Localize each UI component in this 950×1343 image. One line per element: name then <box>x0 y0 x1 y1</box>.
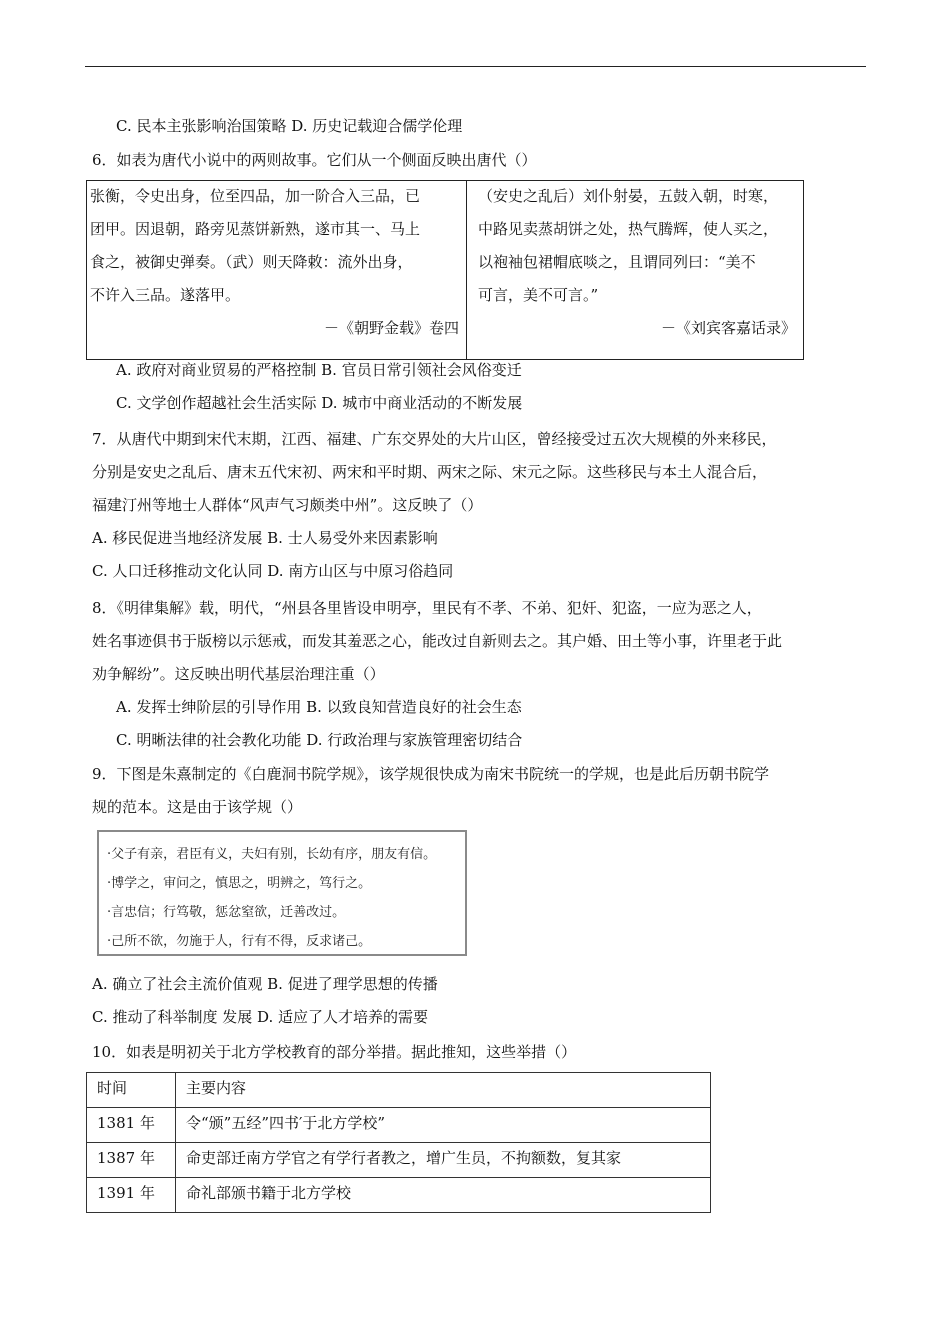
q6-option-a: A. 政府对商业贸易的严格控制 <box>116 361 317 379</box>
q7-option-a: A. 移民促进当地经济发展 <box>92 529 263 547</box>
q7-stem-line1: 7．从唐代中期到宋代末期，江西、福建、广东交界处的大片山区，曾经接受过五次大规模的外来移民， <box>92 430 777 448</box>
bailudong-rules-image <box>97 830 467 956</box>
q7-option-c: C. 人口迁移推动文化认同 <box>92 562 263 580</box>
table-cell-content: 命礼部颁书籍于北方学校 <box>176 1178 711 1213</box>
q10-stem: 10．如表是明初关于北方学校教育的部分举措。据此推知，这些举措（） <box>92 1043 577 1061</box>
table-cell-content: 命吏部迁南方学官之有学行者教之，增广生员，不拘额数，复其家 <box>176 1143 711 1178</box>
q6-right-line: 中路见卖蒸胡饼之处，热气腾辉，使人买之， <box>478 220 779 238</box>
table-cell-year: 1391 年 <box>87 1178 176 1213</box>
q6-option-c: C. 文学创作超越社会生活实际 <box>116 394 317 412</box>
q8-stem-line3: 劝争解纷”。这反映出明代基层治理注重（） <box>92 665 385 683</box>
table-cell-content: 令“颁”五经”四书′于北方学校” <box>176 1108 711 1143</box>
q8-stem-line1: 8．《明律集解》载，明代，“州县各里皆设申明亭，里民有不孝、不弟、犯奸、犯盗，一应为恶之人， <box>92 599 762 617</box>
q6-left-source: －《朝野金载》卷四 <box>323 319 459 337</box>
q5-options <box>116 115 462 137</box>
q7-option-d: D. 南方山区与中原习俗趋同 <box>267 562 454 580</box>
q6-right-line: （安史之乱后）刘仆射晏，五鼓入朝，时寒， <box>478 187 779 205</box>
q8-option-d: D. 行政治理与家族管理密切结合 <box>306 731 523 749</box>
q8-option-a: A. 发挥士绅阶层的引导作用 <box>116 698 302 716</box>
q6-options-cd <box>116 392 522 414</box>
rule-line: ·己所不欲，勿施于人，行有不得，反求诸己。 <box>107 934 372 949</box>
q5-option-d: D. 历史记载迎合儒学伦理 <box>291 117 463 135</box>
q9-stem-line1: 9．下图是朱熹制定的《白鹿洞书院学规》，该学规很快成为南宋书院统一的学规，也是此后历朝书院学 <box>92 765 770 783</box>
q8-options-cd <box>116 729 522 751</box>
q9-option-d: D. 适应了人才培养的需要 <box>257 1008 429 1026</box>
q6-left-line: 团甲。因退朝，路旁见蒸饼新熟，遂市其一、马上 <box>90 220 421 238</box>
q9-options-cd <box>92 1006 428 1028</box>
q6-stem: 6．如表为唐代小说中的两则故事。它们从一个侧面反映出唐代（） <box>92 151 537 169</box>
q6-story-table <box>86 180 804 360</box>
q8-option-c: C. 明晰法律的社会教化功能 <box>116 731 302 749</box>
q7-options-ab <box>92 527 438 549</box>
q9-option-c: C. 推动了科举制度 发展 <box>92 1008 253 1026</box>
table-row <box>87 1143 711 1178</box>
table-cell-year: 1381 年 <box>87 1108 176 1143</box>
rule-line: ·父子有亲，君臣有义，夫妇有别，长幼有序，朋友有信。 <box>107 847 437 862</box>
q6-left-line: 食之，被御史弹奏。（武）则天降敕：流外出身， <box>90 253 413 271</box>
rule-line: ·博学之，审问之，慎思之，明辨之，笃行之。 <box>107 876 372 891</box>
table-header: 时间 <box>87 1073 176 1108</box>
table-row <box>87 1178 711 1213</box>
q6-option-d: D. 城市中商业活动的不断发展 <box>321 394 523 412</box>
q7-stem-line2: 分别是安史之乱后、唐末五代宋初、两宋和平时期、两宋之际、宋元之际。这些移民与本土人混合后， <box>92 463 768 481</box>
q6-right-line: 以袍袖包裙帽底啖之，且谓同列曰：“美不 <box>478 253 756 271</box>
q6-right-line: 可言，美不可言。” <box>478 286 599 304</box>
q8-option-b: B. 以致良知营造良好的社会生态 <box>306 698 522 716</box>
q7-stem-line3: 福建汀州等地士人群体“风声气习颇类中州”。这反映了（） <box>92 496 483 514</box>
table-header: 主要内容 <box>176 1073 711 1108</box>
q8-stem-line2: 姓名事迹俱书于版榜以示惩戒，而发其羞恶之心，能改过自新则去之。其户婚、田土等小事，许里老于此 <box>92 632 783 650</box>
table-cell-year: 1387 年 <box>87 1143 176 1178</box>
q5-option-c: C. 民本主张影响治国策略 <box>116 117 287 135</box>
table-header-row <box>87 1073 711 1108</box>
table-row <box>87 1108 711 1143</box>
header-rule <box>85 66 866 67</box>
q6-left-story <box>87 181 467 360</box>
q6-options-ab <box>116 359 522 381</box>
q8-options-ab <box>116 696 522 718</box>
q6-right-story <box>467 181 804 360</box>
q10-table <box>86 1072 711 1213</box>
rule-line: ·言忠信；行笃敬，惩忿窒欲，迁善改过。 <box>107 905 346 920</box>
q6-left-line: 不许入三品。遂落甲。 <box>90 286 241 304</box>
q9-stem-line2: 规的范本。这是由于该学规（） <box>92 798 303 816</box>
q9-option-a: A. 确立了社会主流价值观 <box>92 975 263 993</box>
q9-option-b: B. 促进了理学思想的传播 <box>267 975 438 993</box>
q6-left-line: 张衡，令史出身，位至四品，加一阶合入三品，已 <box>90 187 421 205</box>
q6-option-b: B. 官员日常引领社会风俗变迁 <box>321 361 522 379</box>
q6-right-source: －《刘宾客嘉话录》 <box>660 319 796 337</box>
q9-options-ab <box>92 973 438 995</box>
q7-options-cd <box>92 560 453 582</box>
q7-option-b: B. 士人易受外来因素影响 <box>267 529 438 547</box>
